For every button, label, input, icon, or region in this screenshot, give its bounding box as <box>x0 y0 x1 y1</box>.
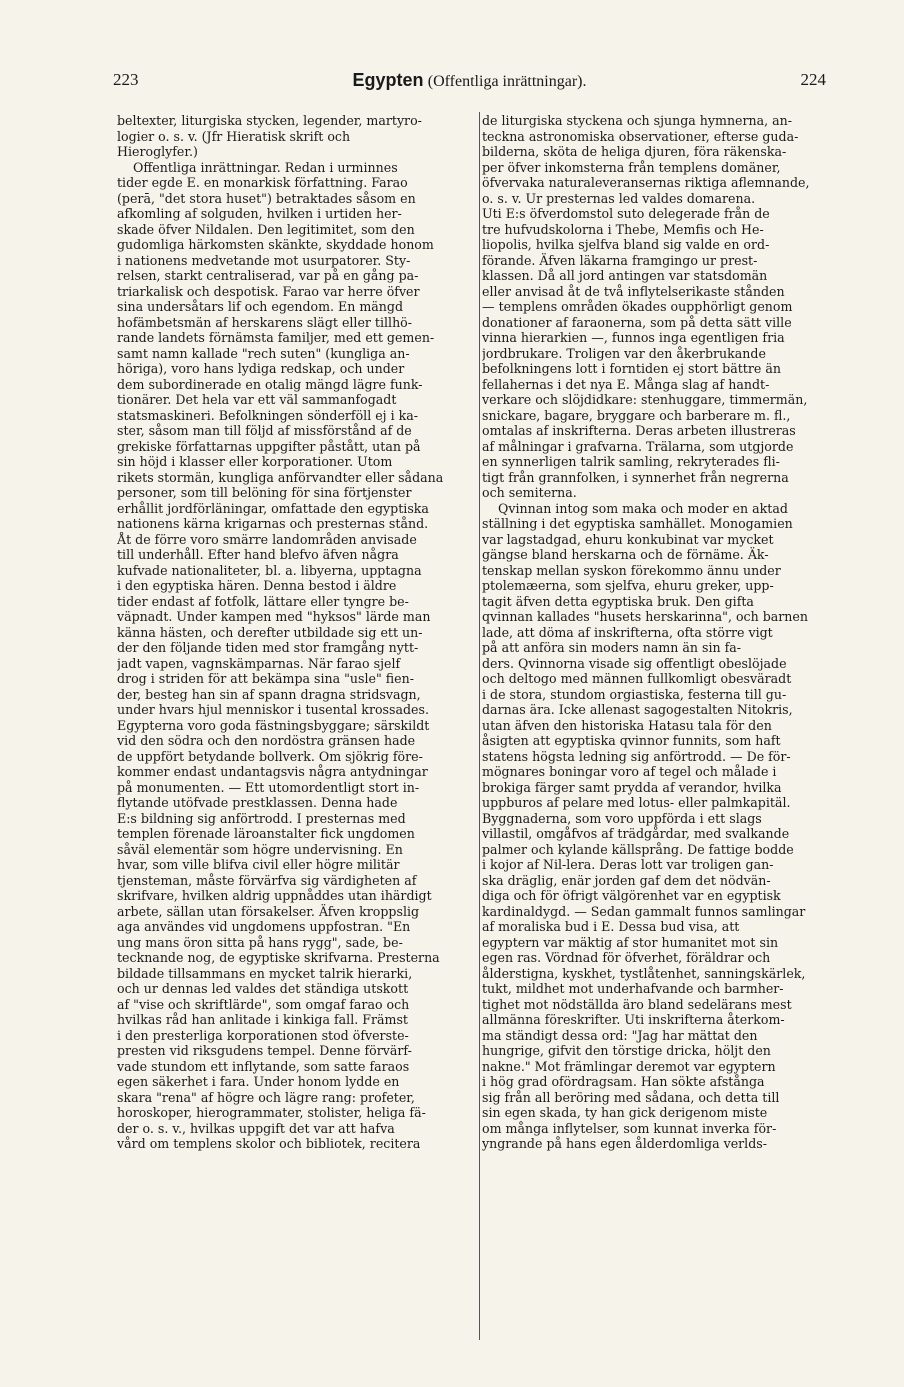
text-line: åsigten att egyptiska qvinnor funnits, som haft <box>482 733 781 748</box>
text-line: tre hufvudskolorna i Thebe, Memfis och He- <box>482 221 764 237</box>
text-line: verkare och slöjdidkare: stenhuggare, timmermän, <box>482 392 808 407</box>
text-line: ställning i det egyptiska samhället. Monogamien <box>482 516 793 531</box>
text-line: rande landets förnämsta familjer, med ett gemen- <box>117 330 435 345</box>
text-line: templen förenade läroanstalter fick ungdomen <box>117 826 415 841</box>
text-line: ders. Qvinnorna visade sig offentligt obeslöjade <box>482 655 787 671</box>
text-line: tenskap mellan syskon förekommo ännu under <box>482 562 781 578</box>
text-line: horoskoper, hierogrammater, stolister, heliga fä- <box>117 1105 426 1120</box>
text-line: tigt från grannfolken, i synnerhet från negrerna <box>482 469 789 485</box>
text-line: per öfver inkomsterna från templens domäner, <box>482 159 781 175</box>
column-divider <box>479 112 480 1340</box>
text-line: grekiske författarnas uppgifter påstått, utan på <box>117 438 421 454</box>
text-line: i hög grad ofördragsam. Han sökte afstånga <box>482 1074 765 1089</box>
text-line: tider egde E. en monarkisk författning. Farao <box>117 175 408 190</box>
text-line: såväl elementär som högre undervisning. En <box>117 841 403 857</box>
text-line: skade öfver Nildalen. Den legitimitet, som den <box>117 221 415 237</box>
text-line: på monumenten. — Ett utomordentligt stort in- <box>117 779 420 795</box>
text-line: till underhåll. Efter hand blefvo äfven några <box>117 547 399 562</box>
text-line: der, besteg han sin af spann dragna stridsvagn, <box>117 686 421 702</box>
text-line: af "vise och skriftlärde", som omgaf farao och <box>117 996 410 1012</box>
text-line: rikets stormän, kungliga anförvandter eller sådana <box>117 469 444 485</box>
text-line: beltexter, liturgiska stycken, legender, martyro- <box>117 113 422 128</box>
text-line: palmer och kylande källsprång. De fattige bodde <box>482 841 794 857</box>
text-line: fellahernas i det nya E. Många slag af handt- <box>482 376 770 392</box>
text-line: en synnerligen talrik samling, rekryterades fli- <box>482 454 780 469</box>
text-line: o. s. v. Ur presternas led valdes domarena. <box>482 190 756 206</box>
text-line: aga användes vid ungdomens uppfostran. "En <box>117 919 411 934</box>
text-line: hvilkas råd han anlitade i kinkiga fall. Främst <box>117 1012 408 1027</box>
text-line: mögnares boningar voro af tegel och målade i <box>482 764 777 779</box>
text-line: tecknande nog, de egyptiske skrifvarna. Presterna <box>117 950 440 965</box>
text-line: teckna astronomiska observationer, efterse guda- <box>482 128 799 144</box>
text-line: diga och för öfrigt välgörenhet var en egyptisk <box>482 888 781 903</box>
text-line: egen ras. Vördnad för öfverhet, föräldrar och <box>482 950 771 965</box>
text-line: dem subordinerade en otalig mängd lägre funk- <box>117 376 423 392</box>
text-line: sin egen skada, ty han gick derigenom miste <box>482 1105 768 1120</box>
text-line: Åt de förre voro smärre landområden anvisade <box>117 531 417 547</box>
text-line: presten vid riksgudens tempel. Denne förvärf- <box>117 1043 412 1058</box>
text-line: klassen. Då all jord antingen var statsdomän <box>482 268 768 283</box>
text-line: de uppfört betydande bollverk. Om sjökrig före- <box>117 748 423 764</box>
text-line: personer, som till belöning för sina förtjenster <box>117 485 412 500</box>
text-line: jadt vapen, vagnskämparnas. När farao sjelf <box>117 655 401 671</box>
text-line: allmänna föreskrifter. Uti inskrifterna återkom- <box>482 1012 785 1027</box>
text-line: af målningar i grafvarna. Trälarna, som utgjorde <box>482 438 794 454</box>
text-line: gudomliga härkomsten skänkte, skyddade honom <box>117 237 434 252</box>
text-line: under hvars hjul menniskor i tusental krossades. <box>117 702 429 717</box>
text-line: egyptern var mäktig af stor humanitet mot sin <box>482 934 779 950</box>
text-line: i nationens medvetande mot usurpatorer. Sty- <box>117 252 411 268</box>
text-line: skrifvare, hvilken aldrig uppnåddes utan ihärdigt <box>117 888 432 903</box>
text-line: väpnadt. Under kampen med "hyksos" lärde man <box>117 609 431 624</box>
text-line: och deltogo med männen fullkomligt obesväradt <box>482 671 792 686</box>
page-number-right: 224 <box>800 70 826 89</box>
text-line: Byggnaderna, som voro uppförda i ett slags <box>482 810 762 826</box>
text-line: lade, att döma af inskrifterna, ofta större vigt <box>482 624 773 640</box>
text-line: Offentliga inrättningar. Redan i urminnes <box>133 159 398 175</box>
title-main: Egypten <box>352 70 424 90</box>
text-line: relsen, starkt centraliserad, var på en gång pa- <box>117 268 419 283</box>
text-line: omtalas af inskrifterna. Deras arbeten illustreras <box>482 423 796 438</box>
text-line: triarkalisk och despotisk. Farao var herre öfver <box>117 283 420 299</box>
text-line: der den följande tiden med stor framgång nytt- <box>117 640 419 655</box>
text-line: hvar, som ville blifva civil eller högre militär <box>117 857 400 872</box>
text-line: ung mans öron sitta på hans rygg", sade, be- <box>117 934 403 950</box>
text-line: tighet mot nödställda äro bland sedelärans mest <box>482 996 792 1012</box>
left-column <box>117 113 467 1152</box>
text-line: i den presterliga korporationen stod öfverste- <box>117 1027 409 1043</box>
text-line: i kojor af Nil-lera. Deras lott var troligen gan- <box>482 857 774 872</box>
text-line: qvinnan kallades "husets herskarinna", och barnen <box>482 609 808 624</box>
text-line: samt namn kallade "rech suten" (kungliga an- <box>117 345 410 361</box>
text-line: tagit äfven detta egyptiska bruk. Den gifta <box>482 593 754 609</box>
page-number-left: 223 <box>113 70 139 89</box>
text-line: på att anföra sin moders namn än sin fa- <box>482 640 742 655</box>
text-line: Hieroglyfer.) <box>117 144 198 159</box>
text-line: nakne." Mot främlingar deremot var egyptern <box>482 1058 776 1074</box>
text-line: förande. Äfven läkarna framgingo ur prest- <box>482 252 758 268</box>
text-line: öfvervaka naturaleveransernas riktiga aflemnande, <box>482 175 810 190</box>
text-line: hofämbetsmän af herskarens slägt eller tillhö- <box>117 314 413 330</box>
text-line: känna hästen, och derefter utbildade sig ett un- <box>117 624 423 640</box>
text-line: ma ständigt dessa ord: "Jag har mättat den <box>482 1027 758 1043</box>
text-line: vade stundom ett inflytande, som satte faraos <box>117 1058 410 1074</box>
text-line: tider endast af fotfolk, lättare eller tyngre be- <box>117 593 409 609</box>
text-line: kommer endast undantagsvis några antydningar <box>117 764 428 779</box>
text-line: vård om templens skolor och bibliotek, recitera <box>117 1136 421 1151</box>
text-line: yngrande på hans egen ålderdomliga verlds- <box>482 1136 767 1151</box>
text-line: tjensteman, måste förvärfva sig värdigheten af <box>117 872 417 888</box>
text-line: eller anvisad åt de två inflytelserikaste stånden <box>482 283 785 299</box>
text-line: tionärer. Det hela var ett väl sammanfogadt <box>117 392 397 407</box>
text-line: uppburos af pelare med lotus- eller palmkapitäl. <box>482 795 791 810</box>
text-line: kardinaldygd. — Sedan gammalt funnos samlingar <box>482 903 806 919</box>
text-line: ptolemæerna, som sjelfva, ehuru greker, upp- <box>482 578 774 593</box>
text-line: darnas ära. Icke allenast sagogestalten Nitokris, <box>482 702 793 717</box>
text-line: der o. s. v., hvilkas uppgift det var att hafva <box>117 1120 395 1136</box>
text-line: donationer af faraonerna, som på detta sätt ville <box>482 314 792 330</box>
text-line: af moraliska bud i E. Dessa bud visa, att <box>482 919 740 934</box>
text-line: sin höjd i klasser eller korporationer. Utom <box>117 454 393 469</box>
text-line: (perā, "det stora huset") betraktades såsom en <box>117 190 416 206</box>
text-line: statens högsta ledning sig anförtrodd. — De för- <box>482 748 791 764</box>
text-line: gängse bland herskarna och de förnäme. Äk- <box>482 547 769 562</box>
text-line: Uti E:s öfverdomstol suto delegerade från de <box>482 206 770 221</box>
text-line: var lagstadgad, ehuru konkubinat var mycket <box>482 531 774 547</box>
text-line: logier o. s. v. (Jfr Hieratisk skrift och <box>117 128 351 144</box>
text-line: utan äfven den historiska Hatasu tala för den <box>482 717 772 733</box>
running-title <box>113 70 826 91</box>
text-line: tukt, mildhet mot underhafvande och barmher- <box>482 981 784 996</box>
text-line: och ur dennas led valdes det ständiga utskott <box>117 981 409 996</box>
text-line: egen säkerhet i fara. Under honom lydde en <box>117 1074 400 1089</box>
text-line: ska dräglig, enär jorden gaf dem det nödvän- <box>482 872 771 888</box>
text-line: Qvinnan intog som maka och moder en aktad <box>498 500 788 516</box>
text-line: sig från all beröring med sådana, och detta till <box>482 1089 780 1105</box>
text-line: afkomling af solguden, hvilken i urtiden her- <box>117 206 402 221</box>
text-line: befolkningens lott i forntiden ej stort bättre än <box>482 361 781 376</box>
text-line: nationens kärna krigarnas och presternas stånd. <box>117 516 429 531</box>
text-line: flytande utöfvade prestklassen. Denna hade <box>117 795 398 810</box>
text-line: snickare, bagare, bryggare och barberare m. fl., <box>482 407 791 423</box>
text-line: de liturgiska styckena och sjunga hymnerna, an- <box>482 113 793 128</box>
text-line: vid den södra och den nordöstra gränsen hade <box>117 733 416 748</box>
text-line: liopolis, hvilka sjelfva bland sig valde en ord- <box>482 237 770 252</box>
text-line: jordbrukare. Troligen var den åkerbrukande <box>482 345 766 361</box>
text-line: E:s bildning sig anförtrodd. I presternas med <box>117 810 406 826</box>
text-line: drog i striden för att bekämpa sina "usle" fien- <box>117 671 415 686</box>
text-line: — templens områden ökades oupphörligt genom <box>482 299 793 314</box>
right-column <box>482 113 832 1152</box>
text-line: skara "rena" af högre och lägre rang: profeter, <box>117 1089 415 1105</box>
page-header <box>113 70 826 100</box>
text-line: ålderstigna, kyskhet, tystlåtenhet, sanningskärlek, <box>482 965 806 981</box>
text-line: bilderna, sköta de heliga djuren, föra räkenska- <box>482 144 787 159</box>
text-line: vinna hierarkien —, funnos inga egentligen fria <box>482 330 785 345</box>
text-line: höriga), voro hans lydiga redskap, och under <box>117 361 405 376</box>
text-line: Egypterna voro goda fästningsbyggare; särskildt <box>117 717 430 733</box>
text-line: brokiga färger samt prydda af verandor, hvilka <box>482 779 782 795</box>
text-line: sina undersåtars lif och egendom. En mängd <box>117 299 404 314</box>
text-line: hungrige, gifvit den törstige dricka, höljt den <box>482 1043 771 1058</box>
title-subtitle: (Offentliga inrättningar). <box>427 73 587 90</box>
text-line: erhållit jordförläningar, omfattade den egyptiska <box>117 500 429 516</box>
text-line: statsmaskineri. Befolkningen sönderföll ej i ka- <box>117 407 419 423</box>
text-line: kufvade nationaliteter, bl. a. libyerna, upptagna <box>117 562 422 578</box>
text-line: i den egyptiska hären. Denna bestod i äldre <box>117 578 397 593</box>
text-line: och semiterna. <box>482 485 577 500</box>
text-line: villastil, omgåfvos af trädgårdar, med svalkande <box>482 826 790 841</box>
text-line: bildade tillsammans en mycket talrik hierarki, <box>117 965 413 981</box>
text-line: om många inflytelser, som kunnat inverka för- <box>482 1120 777 1136</box>
text-line: ster, såsom man till följd af missförstånd af de <box>117 423 412 438</box>
text-line: arbete, sällan utan försakelser. Äfven kroppslig <box>117 903 420 919</box>
text-line: i de stora, stundom orgiastiska, festerna till gu- <box>482 686 787 702</box>
